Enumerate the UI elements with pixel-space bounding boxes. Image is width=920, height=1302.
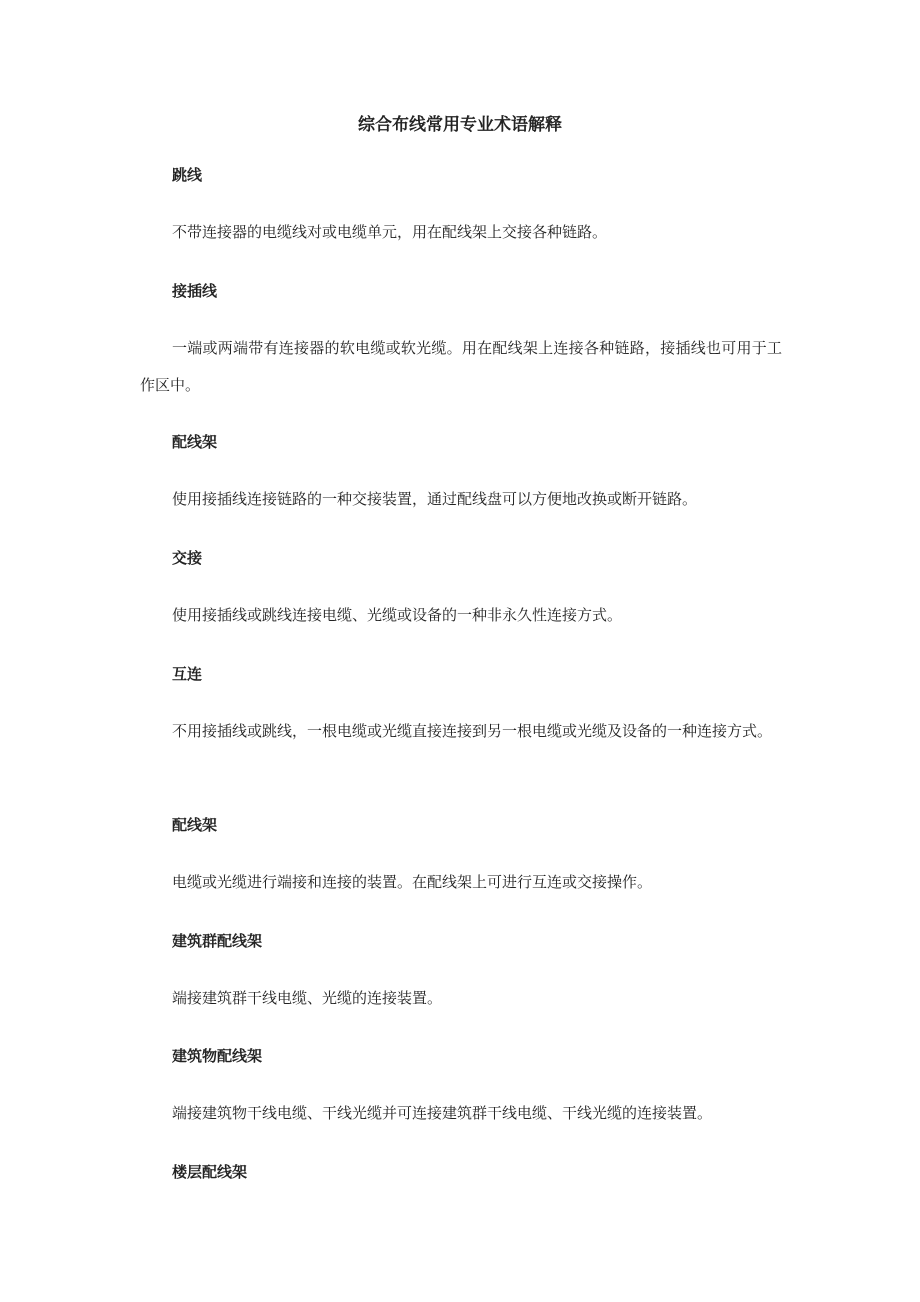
term-definition: 不用接插线或跳线，一根电缆或光缆直接连接到另一根电缆或光缆及设备的一种连接方式。 (172, 722, 773, 740)
term-definition: 一端或两端带有连接器的软电缆或软光缆。用在配线架上连接各种链路，接插线也可用于工作区中。 (140, 339, 782, 394)
term-heading: 配线架 (172, 433, 218, 451)
term-heading: 楼层配线架 (172, 1163, 248, 1181)
term-heading: 配线架 (172, 816, 218, 834)
term-definition: 不带连接器的电缆线对或电缆单元，用在配线架上交接各种链路。 (172, 223, 608, 241)
term-heading: 互连 (172, 665, 203, 683)
page-title: 综合布线常用专业术语解释 (358, 115, 562, 135)
term-heading: 接插线 (172, 282, 218, 300)
term-definition: 电缆或光缆进行端接和连接的装置。在配线架上可进行互连或交接操作。 (172, 873, 653, 891)
term-definition: 使用接插线连接链路的一种交接装置，通过配线盘可以方便地改换或断开链路。 (172, 490, 698, 508)
term-heading: 交接 (172, 549, 203, 567)
term-definition: 使用接插线或跳线连接电缆、光缆或设备的一种非永久性连接方式。 (172, 606, 623, 624)
term-heading: 建筑群配线架 (172, 932, 263, 950)
term-heading: 建筑物配线架 (172, 1047, 263, 1065)
term-definition: 端接建筑物干线电缆、干线光缆并可连接建筑群干线电缆、干线光缆的连接装置。 (172, 1104, 713, 1122)
term-heading: 跳线 (172, 166, 203, 184)
term-definition: 端接建筑群干线电缆、光缆的连接装置。 (172, 989, 443, 1007)
